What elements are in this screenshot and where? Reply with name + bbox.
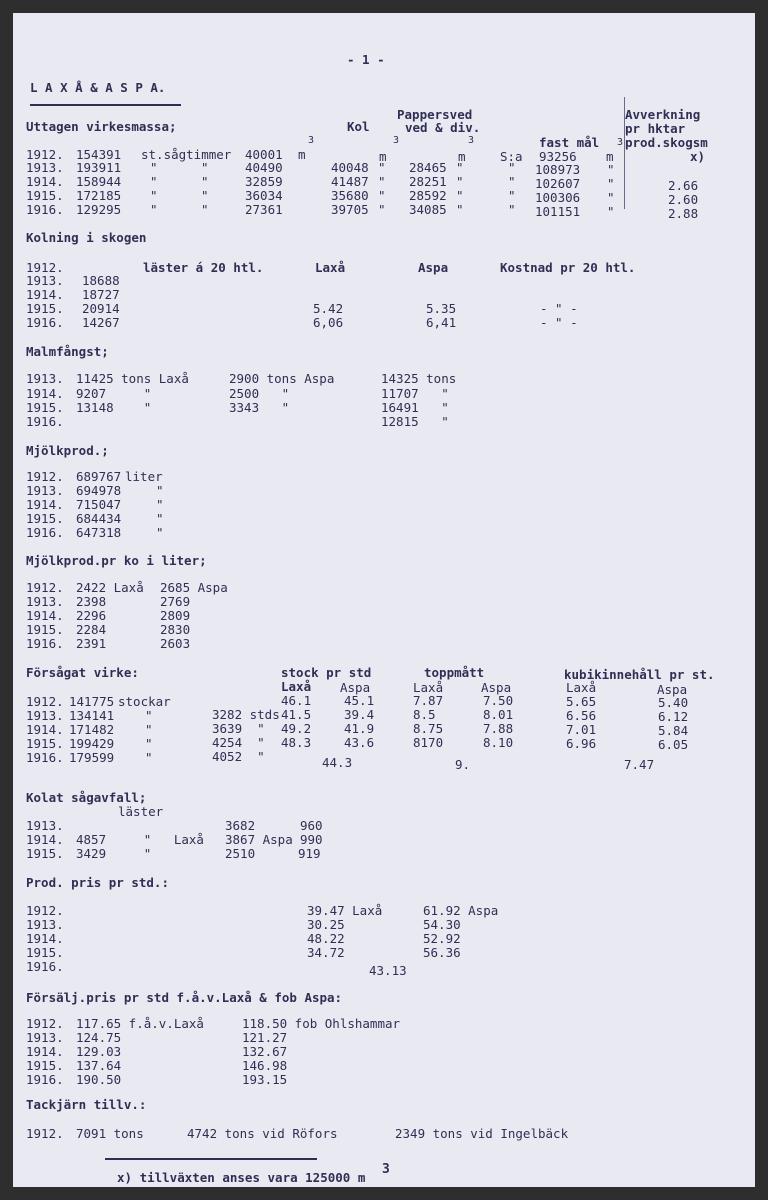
ditto: " [607, 204, 615, 219]
col-header: Laxå [315, 260, 346, 275]
col-header-laxa: Laxå [566, 680, 597, 695]
year: 1913. [26, 594, 64, 609]
cell-sa: 93256 [539, 149, 577, 164]
cell-sa: 102607 [535, 176, 581, 191]
cell-laxa: 124.75 [76, 1030, 122, 1045]
year: 1916. [26, 636, 64, 651]
col-header-aspa: Aspa [657, 682, 688, 697]
cell-unit: " [145, 708, 153, 723]
cell-aspa: 5.35 [426, 301, 457, 316]
ditto: " [201, 160, 209, 175]
cell-sa-label: S:a [500, 149, 523, 164]
cell-kl: 6.96 [566, 736, 597, 751]
cell-sa: 39.4 [344, 707, 375, 722]
section-title: Kolat sågavfall; [26, 790, 147, 805]
cell-laxa: 34.72 [307, 945, 345, 960]
section-title: Försälj.pris pr std f.å.v.Laxå & fob Aspa: [26, 990, 343, 1005]
year: 1914. [26, 497, 64, 512]
col-header-avverkning: x) [690, 149, 706, 164]
year: 1912. [26, 1016, 64, 1031]
cell-aspa: 3343 " [229, 400, 290, 415]
cell-total: 14325 tons [381, 371, 457, 386]
cell-aspa: 56.36 [423, 945, 461, 960]
col-header-ved: ved & div. [405, 120, 481, 135]
ditto: " [508, 174, 516, 189]
cell-laxa: 2296 [76, 608, 107, 623]
year: 1913. [26, 273, 64, 288]
cell-value: 689767 [76, 469, 122, 484]
section-title: Mjölkprod.pr ko i liter; [26, 553, 207, 568]
year: 1916. [26, 202, 64, 217]
col-header-aspa: Aspa [481, 680, 512, 695]
cell-total: 12815 " [381, 414, 449, 429]
cell-unit: " [145, 750, 153, 765]
cell-stock-1916: 44.3 [322, 755, 353, 770]
ditto: " [150, 202, 158, 217]
cell-rofors: 4742 tons vid Röfors [187, 1126, 338, 1141]
col-header-laxa: Laxå [281, 679, 312, 694]
year: 1912. [26, 903, 64, 918]
cell-laxa: 137.64 [76, 1058, 122, 1073]
cell-sa: 100306 [535, 190, 581, 205]
col-header-avverkning: prod.skogsm [625, 135, 708, 150]
year: 1915. [26, 188, 64, 203]
col-header-fastmal: fast mål [539, 135, 600, 150]
ditto: " [378, 202, 386, 217]
year: 1912. [26, 469, 64, 484]
cell-label: st.sågtimmer [141, 147, 232, 162]
cell-kol: 41487 [331, 174, 369, 189]
cell-kol: 39705 [331, 202, 369, 217]
cell-total: 7091 tons [76, 1126, 144, 1141]
cell-ka: 6.05 [658, 737, 689, 752]
col-header: Kostnad pr 20 htl. [500, 260, 636, 275]
cell-ingelback: 2349 tons vid Ingelbäck [395, 1126, 569, 1141]
cell-laxa: 117.65 f.å.v.Laxå [76, 1016, 204, 1031]
cell-unit: stockar [118, 694, 171, 709]
ditto: " [150, 188, 158, 203]
cell-timmer: 172185 [76, 188, 122, 203]
cell-laxa: 5.42 [313, 301, 344, 316]
year: 1912. [26, 260, 64, 275]
cell-sa: 41.9 [344, 721, 375, 736]
cell-total: 11707 " [381, 386, 449, 401]
cell-value: 18688 [82, 273, 120, 288]
year: 1916. [26, 1072, 64, 1087]
year: 1913. [26, 917, 64, 932]
cell-unit: " [145, 736, 153, 751]
cell-tl: 8.5 [413, 707, 436, 722]
cell-sa: 108973 [535, 162, 581, 177]
cell-laxa: 13148 " [76, 400, 152, 415]
year: 1916. [26, 959, 64, 974]
cell-stock: 141775 [69, 694, 115, 709]
col-header: läster [118, 804, 164, 819]
cell-kol: 40048 [331, 160, 369, 175]
col-header-avverkning: pr hktar [625, 121, 686, 136]
col-header: kubikinnehåll pr st. [564, 667, 715, 682]
ditto: " [508, 188, 516, 203]
cell-aspa: 2809 [160, 608, 191, 623]
cell-sa: 101151 [535, 204, 581, 219]
cell-tl: 8170 [413, 735, 444, 750]
section-title: Malmfångst; [26, 344, 109, 359]
cell-pv: 34085 [409, 202, 447, 217]
cell-unit: liter [125, 469, 163, 484]
cell-unit: " [156, 511, 164, 526]
cell-value: 694978 [76, 483, 122, 498]
cell-aspa: 2830 [160, 622, 191, 637]
cell-value: 3682 [225, 818, 256, 833]
cell-stock: 171482 [69, 722, 115, 737]
cell-aspa: 121.27 [242, 1030, 288, 1045]
cell-kol: 35680 [331, 188, 369, 203]
cell-laxa: 48.22 [307, 931, 345, 946]
cell-aspa: 2500 " [229, 386, 290, 401]
year: 1916. [26, 414, 64, 429]
exponent: 3 [468, 135, 475, 146]
cell-sl: 48.3 [281, 735, 312, 750]
cell-timmer: 158944 [76, 174, 122, 189]
cell-ka: 5.84 [658, 723, 689, 738]
cell-aspa: 2769 [160, 594, 191, 609]
cell-laxa: 190.50 [76, 1072, 122, 1087]
exponent: 3 [393, 135, 400, 146]
year: 1916. [26, 315, 64, 330]
ditto: " [150, 160, 158, 175]
cell-value: 18727 [82, 287, 120, 302]
col-header-pappersved: Pappersved [397, 107, 473, 122]
footnote-rule [105, 1158, 317, 1160]
cell-std: 4254 " [212, 735, 265, 750]
year: 1916. [26, 525, 64, 540]
cell-value: 715047 [76, 497, 122, 512]
ditto: " [508, 160, 516, 175]
cell-value: 3429 " [76, 846, 152, 861]
year: 1914. [26, 722, 64, 737]
cell-stock: 134141 [69, 708, 115, 723]
cell-aspa: 6,41 [426, 315, 457, 330]
year: 1912. [26, 147, 64, 162]
unit: m [606, 149, 614, 164]
cell-timmer: 193911 [76, 160, 122, 175]
cell-sa: 45.1 [344, 693, 375, 708]
cell-ta: 7.50 [483, 693, 514, 708]
cell-aspa: 52.92 [423, 931, 461, 946]
year: 1915. [26, 736, 64, 751]
year: 1915. [26, 301, 64, 316]
cell-kost: - " - [540, 315, 578, 330]
cell-avv: 2.88 [668, 206, 699, 221]
year: 1913. [26, 708, 64, 723]
ditto: " [607, 176, 615, 191]
year: 1914. [26, 1044, 64, 1059]
cell-aspa: 2685 Aspa [160, 580, 228, 595]
cell-unit: " [156, 525, 164, 540]
col-header-laxa: Laxå [413, 680, 444, 695]
cell-laxa: 11425 tons Laxå [76, 371, 189, 386]
cell-aspa: 2900 tons Aspa [229, 371, 335, 386]
heading-underline [30, 104, 181, 106]
cell-topp-1916: 9. [455, 757, 471, 772]
year: 1916. [26, 750, 64, 765]
cell-value: 684434 [76, 511, 122, 526]
cell-pv: 28465 [409, 160, 447, 175]
cell-std: 3639 " [212, 721, 265, 736]
cell-stock: 179599 [69, 750, 115, 765]
cell-kl: 5.65 [566, 694, 597, 709]
ditto: " [378, 160, 386, 175]
ditto: " [456, 202, 464, 217]
col-header-aspa: Aspa [340, 680, 371, 695]
unit: m [379, 149, 387, 164]
cell-ta: 7.88 [483, 721, 514, 736]
cell-sl: 41.5 [281, 707, 312, 722]
cell-aspa: 61.92 Aspa [423, 903, 499, 918]
section-title: Försågat virke: [26, 665, 139, 680]
cell-value: 919 [298, 846, 321, 861]
cell-avv: 2.60 [668, 192, 699, 207]
ditto: " [508, 202, 516, 217]
year: 1915. [26, 400, 64, 415]
cell-value: 4857 " Laxå [76, 832, 204, 847]
year: 1914. [26, 832, 64, 847]
ditto: " [456, 160, 464, 175]
ditto: " [201, 188, 209, 203]
year: 1915. [26, 622, 64, 637]
year: 1915. [26, 846, 64, 861]
cell-sa: 43.6 [344, 735, 375, 750]
year: 1914. [26, 386, 64, 401]
cell-aspa: 132.67 [242, 1044, 288, 1059]
ditto: " [150, 174, 158, 189]
cell-value: 36034 [245, 188, 283, 203]
cell-timmer: 129295 [76, 202, 122, 217]
cell-unit: " [156, 497, 164, 512]
cell-tl: 7.87 [413, 693, 444, 708]
cell-stock: 199429 [69, 736, 115, 751]
cell-value: 2510 [225, 846, 256, 861]
footnote-exponent: 3 [382, 1162, 390, 1177]
cell-value: 40001 [245, 147, 283, 162]
cell-laxa: 30.25 [307, 917, 345, 932]
cell-laxa: 2391 [76, 636, 107, 651]
page-number: - 1 - [347, 52, 385, 67]
cell-value: 960 [300, 818, 323, 833]
cell-laxa: 129.03 [76, 1044, 122, 1059]
year: 1914. [26, 174, 64, 189]
year: 1913. [26, 483, 64, 498]
cell-pv: 28592 [409, 188, 447, 203]
cell-aspa: 54.30 [423, 917, 461, 932]
section-title: Tackjärn tillv.: [26, 1097, 147, 1112]
col-header: toppmått [424, 665, 485, 680]
ditto: " [456, 188, 464, 203]
cell-kl: 6.56 [566, 708, 597, 723]
year: 1914. [26, 608, 64, 623]
ditto: " [456, 174, 464, 189]
cell-value: 40490 [245, 160, 283, 175]
cell-unit: " [156, 483, 164, 498]
cell-tl: 8.75 [413, 721, 444, 736]
cell-laxa: 2422 Laxå [76, 580, 144, 595]
col-header: läster á 20 htl. [143, 260, 264, 275]
col-header-avverkning: Avverkning [625, 107, 701, 122]
cell-std: 3282 stds [212, 707, 280, 722]
ditto: " [378, 188, 386, 203]
cell-kubik-1916: 7.47 [624, 757, 655, 772]
cell-laxa: 2398 [76, 594, 107, 609]
section-title: Prod. pris pr std.: [26, 875, 169, 890]
cell-laxa: 2284 [76, 622, 107, 637]
section-title: Uttagen virkesmassa; [26, 119, 177, 134]
cell-sl: 49.2 [281, 721, 312, 736]
cell-aspa: 118.50 fob Ohlshammar [242, 1016, 401, 1031]
year: 1913. [26, 818, 64, 833]
footnote: x) tillväxten anses vara 125000 m [117, 1170, 366, 1185]
cell-laxa: 43.13 [369, 963, 407, 978]
year: 1915. [26, 945, 64, 960]
cell-value: 20914 [82, 301, 120, 316]
year: 1912. [26, 694, 64, 709]
year: 1913. [26, 371, 64, 386]
cell-value: 647318 [76, 525, 122, 540]
year: 1914. [26, 287, 64, 302]
document-page [13, 13, 755, 1187]
cell-sl: 46.1 [281, 693, 312, 708]
ditto: " [607, 190, 615, 205]
unit: m [458, 149, 466, 164]
cell-timmer: 154391 [76, 147, 122, 162]
cell-ta: 8.01 [483, 707, 514, 722]
year: 1915. [26, 511, 64, 526]
year: 1915. [26, 1058, 64, 1073]
cell-std: 4052 " [212, 749, 265, 764]
year: 1913. [26, 160, 64, 175]
section-title: Mjölkprod.; [26, 443, 109, 458]
unit: m [298, 147, 306, 162]
col-header: Aspa [418, 260, 449, 275]
cell-laxa: 9207 " [76, 386, 152, 401]
year: 1912. [26, 1126, 64, 1141]
ditto: " [201, 174, 209, 189]
cell-value: 3867 Aspa [225, 832, 293, 847]
cell-ka: 5.40 [658, 695, 689, 710]
exponent: 3 [308, 135, 315, 146]
ditto: " [201, 202, 209, 217]
ditto: " [378, 174, 386, 189]
cell-ka: 6.12 [658, 709, 689, 724]
cell-pv: 28251 [409, 174, 447, 189]
ditto: " [607, 162, 615, 177]
cell-value: 990 [300, 832, 323, 847]
cell-laxa: 39.47 Laxå [307, 903, 383, 918]
cell-total: 16491 " [381, 400, 449, 415]
cell-value: 32859 [245, 174, 283, 189]
year: 1912. [26, 580, 64, 595]
cell-aspa: 193.15 [242, 1072, 288, 1087]
cell-aspa: 146.98 [242, 1058, 288, 1073]
col-header: stock pr std [281, 665, 372, 680]
section-title: Kolning i skogen [26, 230, 147, 245]
cell-avv: 2.66 [668, 178, 699, 193]
cell-unit: " [145, 722, 153, 737]
cell-kl: 7.01 [566, 722, 597, 737]
cell-value: 27361 [245, 202, 283, 217]
cell-aspa: 2603 [160, 636, 191, 651]
exponent: 3 [617, 137, 624, 148]
cell-laxa: 6,06 [313, 315, 344, 330]
cell-kost: - " - [540, 301, 578, 316]
col-header-kol: Kol [347, 119, 370, 134]
cell-ta: 8.10 [483, 735, 514, 750]
year: 1913. [26, 1030, 64, 1045]
year: 1914. [26, 931, 64, 946]
cell-value: 14267 [82, 315, 120, 330]
document-heading: L A X Å & A S P A. [30, 80, 166, 95]
